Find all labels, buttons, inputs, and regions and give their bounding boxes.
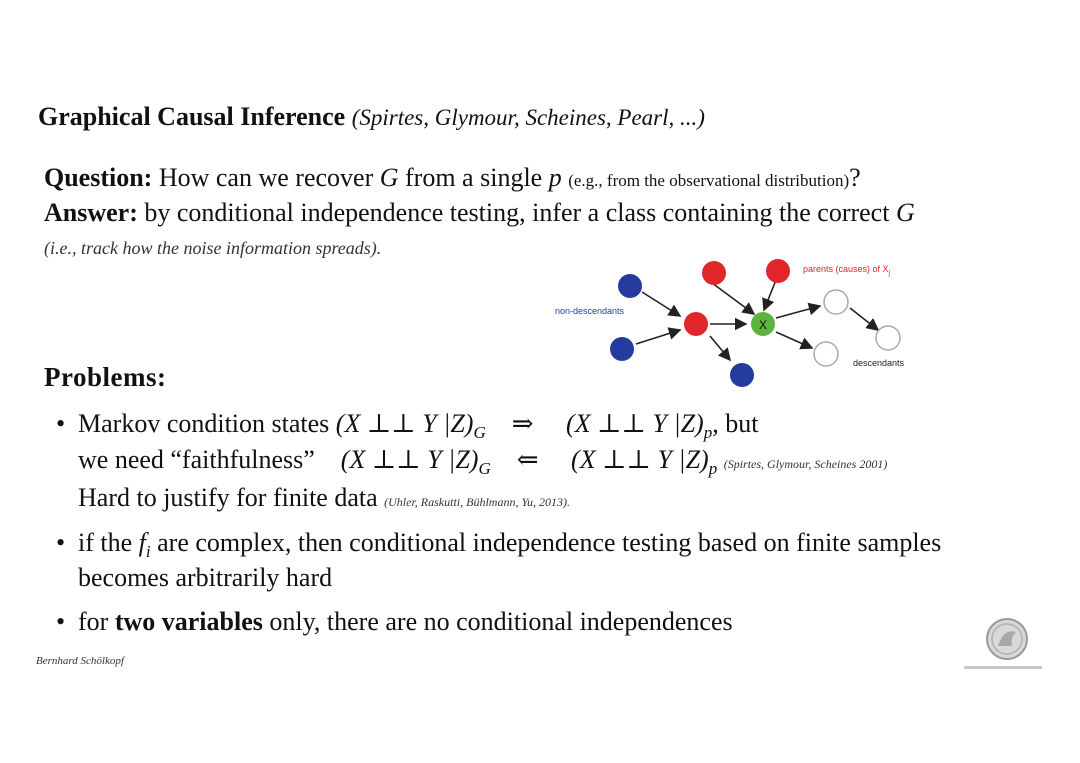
two-vars-text2: only, there are no conditional independences (269, 607, 733, 636)
answer-label: Answer: (44, 198, 138, 227)
bullet-dot: • (56, 409, 66, 438)
question-text1: How can we recover (158, 163, 374, 192)
answer-line (44, 198, 915, 228)
question-small: (e.g., from the observational distribution) (568, 171, 850, 190)
bullet-two-variables (56, 607, 733, 637)
complex-line2: becomes arbitrarily hard (78, 563, 333, 592)
node-blue-bottom (610, 337, 634, 361)
bullet-complex (56, 528, 941, 562)
markov-expr1: (X ⊥⊥ Y |Z) (335, 409, 474, 438)
node-red-top-right (766, 259, 790, 283)
hard-justify-line (78, 483, 570, 513)
answer-note: (i.e., track how the noise information spreads). (44, 238, 382, 258)
hard-justify-cite: (Uhler, Raskutti, Bühlmann, Yu, 2013). (384, 495, 571, 509)
markov-text2: , but (712, 409, 759, 438)
answer-G: G (895, 198, 915, 227)
question-text2: from a single (405, 163, 543, 192)
complex-f: f (138, 528, 146, 557)
node-blue-top (618, 274, 642, 298)
faith-cite: (Spirtes, Glymour, Scheines 2001) (723, 457, 888, 471)
node-x-label: X (758, 318, 768, 332)
node-white-2 (876, 326, 900, 350)
problems-heading: Problems: (44, 362, 167, 392)
footer-author: Bernhard Schölkopf (36, 655, 124, 667)
slide-title (38, 102, 705, 132)
question-G: G (379, 163, 399, 192)
node-white-3 (814, 342, 838, 366)
faith-expr3: (X ⊥⊥ Y |Z) (340, 445, 479, 474)
hard-justify-text: Hard to justify for finite data (78, 483, 378, 512)
node-red-top-left (702, 261, 726, 285)
bullet-dot: • (56, 528, 66, 557)
question-p: p (548, 163, 562, 192)
faith-expr4: (X ⊥⊥ Y |Z) (571, 445, 709, 474)
title-main: Graphical Causal Inference (38, 102, 346, 131)
node-white-1 (824, 290, 848, 314)
bullet-dot: • (56, 607, 66, 636)
faith-sub4: p (708, 459, 718, 479)
faith-arrow2: ⇐ (516, 445, 539, 474)
markov-arrow1: ⇒ (511, 409, 534, 438)
markov-expr2: (X ⊥⊥ Y |Z) (566, 409, 704, 438)
question-end: ? (849, 163, 861, 192)
markov-text: Markov condition states (78, 409, 330, 438)
bullet-markov (56, 409, 758, 443)
faithfulness-text: we need “faithfulness” (78, 445, 315, 474)
two-vars-bold: two variables (114, 607, 263, 636)
causal-graph (548, 252, 928, 392)
answer-text: by conditional independence testing, infer a class containing the correct (144, 198, 890, 227)
label-non-descendants: non-descendants (555, 306, 625, 316)
two-vars-text1: for (78, 607, 109, 636)
label-descendants: descendants (853, 358, 905, 368)
faith-sub3: G (478, 459, 491, 479)
question-line (44, 163, 861, 193)
title-citation: (Spirtes, Glymour, Scheines, Pearl, ...) (351, 105, 705, 130)
markov-sub2: p (703, 423, 713, 443)
question-label: Question: (44, 163, 153, 192)
node-blue-right (730, 363, 754, 387)
label-parents: parents (causes) of $X_j$ (803, 264, 891, 277)
complex-fsub: i (145, 542, 151, 562)
complex-text1: if the (78, 528, 133, 557)
markov-sub1: G (473, 423, 486, 443)
faithfulness-line (78, 445, 887, 479)
institute-logo-icon (962, 614, 1044, 674)
node-red-center (684, 312, 708, 336)
complex-text2: are complex, then conditional independence testing based on finite samples (157, 528, 942, 557)
